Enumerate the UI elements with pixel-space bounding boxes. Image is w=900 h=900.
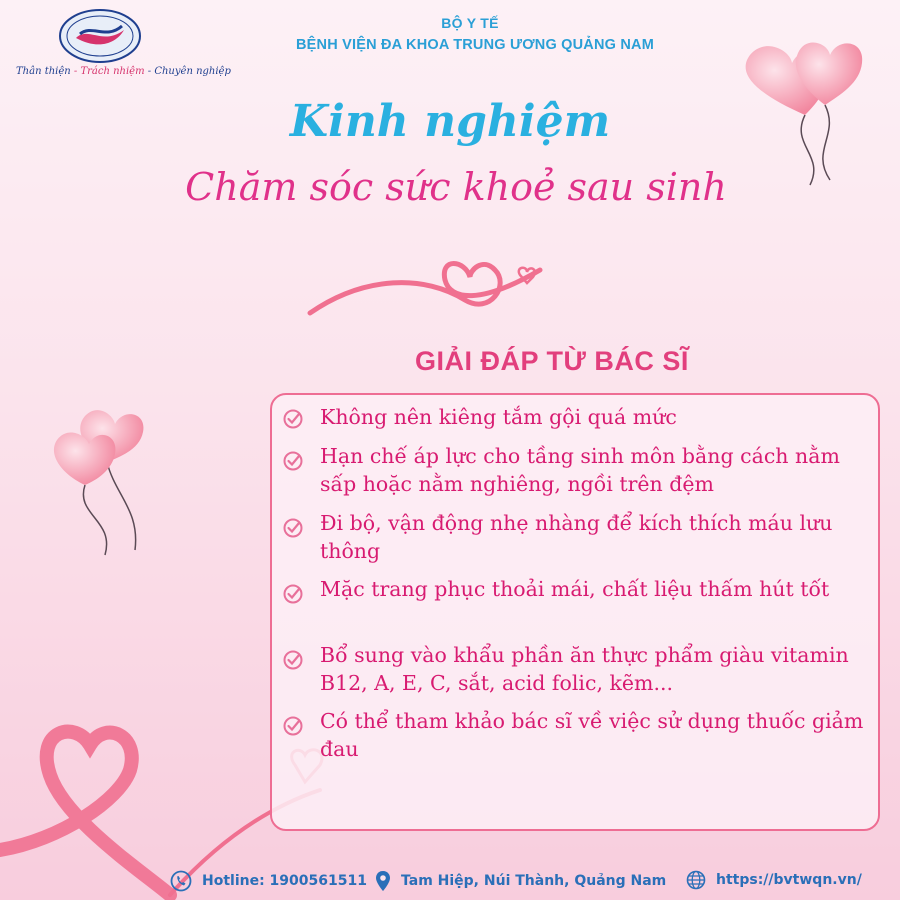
check-circle-icon [282,517,304,539]
tip-text: Không nên kiêng tắm gội quá mức [320,405,677,429]
check-circle-icon [282,408,304,430]
balloons-left-icon [45,400,165,560]
footer-hotline[interactable] [170,870,367,892]
ribbon-heart-top-icon [305,245,545,320]
tip-text: Hạn chế áp lực cho tầng sinh môn bằng cách nằm sấp hoặc nằm nghiêng, ngồi trên đệm [320,444,840,496]
page-title: Kinh nghiệm [289,96,611,147]
footer-website[interactable] [686,870,862,890]
tip-text: Có thể tham khảo bác sĩ về việc sử dụng thuốc giảm đau [320,709,864,761]
check-circle-icon [282,583,304,605]
address-text: Tam Hiệp, Núi Thành, Quảng Nam [401,873,667,889]
check-circle-icon [282,649,304,671]
globe-icon [686,870,706,890]
hospital-motto: Thân thiện - Trách nhiệm - Chuyên nghiệp [16,66,231,77]
section-heading: GIẢI ĐÁP TỪ BÁC SĨ [415,346,689,376]
page-subtitle: Chăm sóc sức khoẻ sau sinh [185,165,727,209]
tip-text: Bổ sung vào khẩu phần ăn thực phẩm giàu vitamin B12, A, E, C, sắt, acid folic, kẽm... [320,643,849,695]
location-pin-icon [375,870,391,892]
tips-card [270,393,880,831]
check-circle-icon [282,715,304,737]
website-text: https://bvtwqn.vn/ [716,872,862,888]
tip-text: Mặc trang phục thoải mái, chất liệu thấm hút tốt [320,577,830,601]
hotline-text: Hotline: 1900561511 [202,873,367,889]
check-circle-icon [282,450,304,472]
tip-text: Đi bộ, vận động nhẹ nhàng để kích thích máu lưu thông [320,511,833,563]
phone-icon [170,870,192,892]
footer-address [375,870,666,892]
hospital-name: BỆNH VIỆN ĐA KHOA TRUNG ƯƠNG QUẢNG NAM [296,37,654,53]
ministry-name: BỘ Y TẾ [441,15,499,31]
footer [0,870,900,896]
